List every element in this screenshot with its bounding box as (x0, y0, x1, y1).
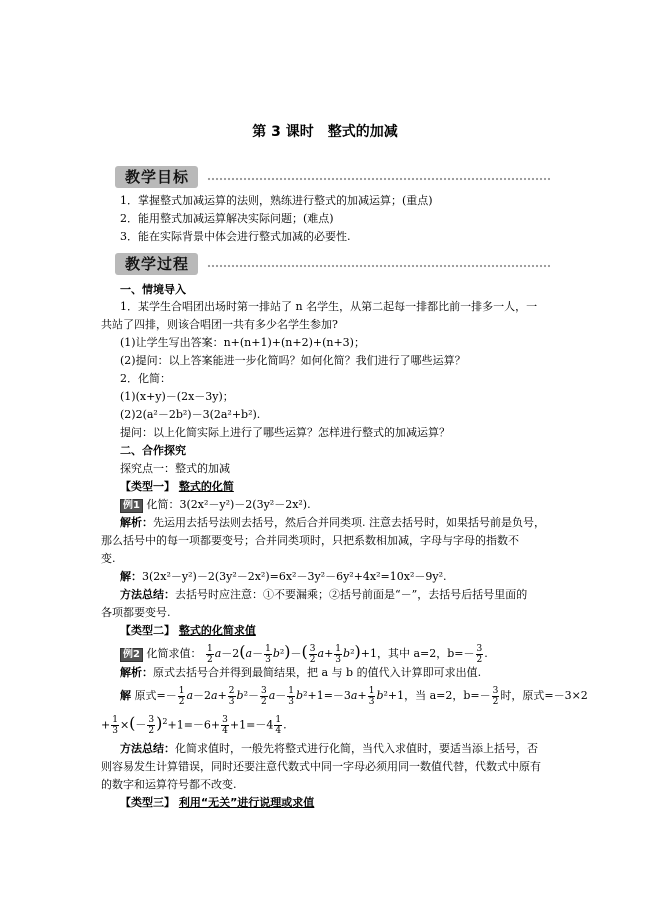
intro-question-1: (1)让学生写出答案：n+(n+1)+(n+2)+(n+3)； (120, 336, 365, 349)
solution-text-c: 时，原式=－3×2 (500, 689, 588, 702)
fraction-1-3: $\frac{1}{3}$ (265, 643, 271, 665)
intro-paragraph-line1: 1．某学生合唱团出场时第一排站了 n 名学生，从第二起每一排都比前一排多一人，一 (120, 300, 538, 313)
explore-point-1: 探究点一：整式的加减 (120, 462, 230, 475)
analysis-text: 先运用去括号法则去括号，然后合并同类项. 注意去括号时，如果括号前是负号， (153, 516, 545, 529)
intro-paragraph-line2: 共站了四排，则该合唱团一共有多少名学生参加? (101, 318, 338, 331)
heading-explore: 二、合作探究 (120, 444, 186, 457)
fraction-3-2: $\frac{3}{2}$ (261, 685, 267, 707)
solution-text-d: +1=－6+ (167, 718, 221, 732)
fraction-3-4: $\frac{3}{4}$ (222, 715, 228, 737)
dotted-rule (207, 264, 550, 268)
intro-ask: 提问：以上化简实际上进行了哪些运算？怎样进行整式的加减运算？ (120, 426, 450, 439)
type-3-heading (120, 796, 314, 810)
dotted-rule (207, 177, 550, 181)
solution-label: 解 (120, 689, 131, 702)
type-2-bracket: 【类型二】 (120, 624, 175, 637)
type-2-heading (120, 624, 256, 638)
example-2-prefix: 化简求值： (146, 647, 202, 660)
fraction-1-3: $\frac{1}{3}$ (112, 715, 118, 737)
banner-label: 教学目标 (115, 166, 198, 188)
summary-text: 化简求值时，一般先将整式进行化简，当代入求值时，要适当添上括号，否 (175, 742, 538, 755)
fraction-1-4: $\frac{1}{4}$ (275, 715, 282, 737)
objective-3: 3．能在实际背景中体会进行整式加减的必要性. (120, 230, 351, 243)
example-1-solution (120, 570, 446, 584)
section-banner-objectives (115, 166, 550, 188)
summary-label: 方法总结： (120, 588, 175, 601)
example-2-where: ，其中 a=2，b=－ (376, 647, 475, 660)
fraction-3-2: $\frac{3}{2}$ (492, 685, 499, 707)
analysis-label: 解析： (120, 516, 153, 529)
objective-1: 1．掌握整式加减运算的法则，熟练进行整式的加减运算；(重点) (120, 194, 433, 207)
summary-text: 去括号时应注意：①不要漏乘；②括号前面是“－”，去括号后括号里面的 (175, 588, 528, 601)
example-1-analysis-line3: 变. (101, 552, 116, 565)
fraction-3-2: $\frac{3}{2}$ (476, 643, 483, 665)
fraction-3-2: $\frac{3}{2}$ (148, 715, 155, 737)
simplify-heading: 2．化简： (120, 372, 171, 385)
fraction-1-3: $\frac{1}{3}$ (335, 643, 342, 665)
method-summary-2-line2: 则容易发生计算错误，同时还要注意代数式中同一字母必须用同一数值代替，代数式中原有 (101, 760, 541, 773)
analysis-text: 原式去括号合并得到最简结果，把 a 与 b 的值代入计算即可求出值. (153, 666, 482, 679)
solution-label: 解： (120, 570, 142, 583)
objective-2: 2．能用整式加减运算解决实际问题；(难点) (120, 212, 334, 225)
analysis-label: 解析： (120, 666, 153, 679)
solution-text: 3(2x²－y²)－2(3y²－2x²)=6x²－3y²－6y²+4x²=10x²－9y². (142, 570, 447, 583)
heading-intro: 一、情境导入 (120, 283, 186, 296)
example-2-tag: 例2 (120, 648, 143, 662)
fraction-1-2: $\frac{1}{2}$ (178, 685, 185, 707)
fraction-1-3: $\frac{1}{3}$ (288, 685, 295, 707)
simplify-item-2: (2)2(a²－2b²)－3(2a²+b²). (120, 408, 261, 421)
method-summary-1-line2: 各项都要变号. (101, 606, 171, 619)
example-1 (120, 498, 311, 513)
method-summary-2-line1 (120, 742, 538, 756)
type-1-name: 整式的化简 (178, 480, 234, 493)
type-3-name: 利用“无关”进行说理或求值 (178, 796, 315, 809)
page-title: 第 3 课时 整式的加减 (252, 124, 398, 140)
section-banner-process (115, 253, 550, 275)
solution-text-a: 原式=－ (134, 689, 177, 702)
banner-label: 教学过程 (115, 253, 198, 275)
solution-text-b: 当 a=2，b=－ (415, 689, 491, 702)
type-2-name: 整式的化简求值 (178, 624, 256, 637)
example-2-solution-line1: 解 原式=－ $\frac{1}{2}$ a－2a+ $\frac{2}{3}$ b²－ $\frac{3}{2}$ a－ $\frac{1}{3}$ b²+1=－3a+ $\frac{1}{3}$ b²+1，当 a=2，b=－ $\frac{3}{2}$ 时，原式=－3×2 (120, 685, 588, 707)
type-3-bracket: 【类型三】 (120, 796, 175, 809)
method-summary-1-line1 (120, 588, 527, 602)
example-2-analysis (120, 666, 481, 680)
fraction-3-2: $\frac{3}{2}$ (309, 643, 316, 665)
fraction-2-3: $\frac{2}{3}$ (228, 685, 235, 707)
solution-text-e: +1=－4 (229, 718, 274, 732)
example-1-analysis-line2: 那么括号中的每一项都要变号；合并同类项时，只把系数相加减，字母与字母的指数不 (101, 534, 519, 547)
type-1-heading (120, 480, 234, 494)
example-2: 例2 化简求值： $\frac{1}{2}$ a－2(a－ $\frac{1}{3}$ b²)－( $\frac{3}{2}$ a+ $\frac{1}{3}$ b²)+1，其中 a=2，b=－ $\frac{3}{2}$ . (120, 641, 488, 665)
fraction-1-3: $\frac{1}{3}$ (368, 685, 375, 707)
example-1-tag: 例1 (120, 499, 143, 513)
summary-label: 方法总结： (120, 742, 175, 755)
fraction-1-2: $\frac{1}{2}$ (206, 643, 213, 665)
simplify-item-1: (1)(x+y)－(2x－3y)； (120, 390, 234, 403)
example-1-analysis-line1 (120, 516, 545, 530)
intro-question-2: (2)提问：以上答案能进一步化简吗？如何化简？我们进行了哪些运算？ (120, 354, 466, 367)
type-1-bracket: 【类型一】 (120, 480, 175, 493)
example-2-solution-line2: + $\frac{1}{3}$ ×(－ $\frac{3}{2}$ )$^2$+1=－6+ $\frac{3}{4}$ +1=－4 $\frac{1}{4}$ . (101, 713, 287, 737)
example-1-text: 化简：3(2x²－y²)－2(3y²－2x²). (146, 498, 311, 511)
method-summary-2-line3: 的数字和运算符号都不改变. (101, 778, 237, 791)
